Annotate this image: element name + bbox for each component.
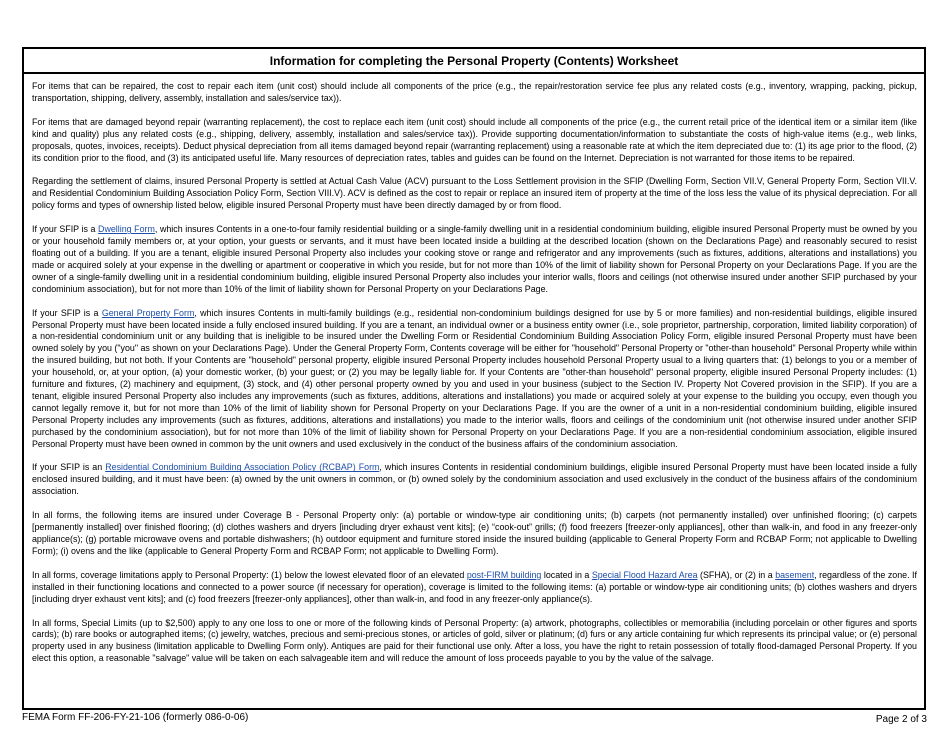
text-segment: located in a (541, 569, 592, 580)
page-number: Page 2 of 3 (875, 714, 927, 725)
paragraph-coverage-b-items: In all forms, the following items are insured under Coverage B - Personal Property only: (a) portable or window-type air conditioning units; (b) carpets (not permanently installed) over unfinished flooring; (c) carpets [permanently installed] over finished flooring; (d) clothes washers and dryers [including dryer exhaust vent kits]; (e) “cook-out” grills; (f) food freezers [freezer-only appliances], other than walk-in, and food in any freezer-only appliance(s); (g) portable microwave ovens and portable dishwashers; (h) outdoor equipment and furniture stored inside the insured building (applicable to General Property Form and RCBAP Form; not applicable to Dwelling Form); (i) ovens and the like (applicable to General Property Form and RCBAP Form; not applicable to Dwelling Form). (32, 510, 917, 556)
paragraph-repair-cost: For items that can be repaired, the cost to repair each item (unit cost) should include all components of the price (e.g., the repair/restoration service fee plus any related costs (e.g., inventory, wrapping, packing, pickup, transportation, shipping, delivery, assembly, installation and sales/service tax)). (32, 81, 917, 103)
text-segment: , which insures Contents in multi-family buildings (e.g., residential non-condominium buildings designed for use by 5 or more families) and non-residential buildings, eligible insured Personal Property must have been located inside a fully enclosed insured building. If you are a tenant, an individual owner or a business entity owner (i.e., sole proprietor, partnership, corporation, limited liability corporation) of a non-residential condominium unit or any building that is ineligible to be insured under the Dwelling Form or Residential Condominium Building Association Policy Form, eligible insured Personal Property must have been owned solely by you ("you" as shown on your Declarations Page). Under the General Property Form, Contents coverage will be either for "household" Personal Property or "other-than household" Personal Property while within the insured building, but not both. If your Contents are "household" personal property, eligible insured Personal Property includes household Personal Property usual to a living quarters that: (1) belongs to you or a member of your household, or, at your option, (a) your domestic worker, (b) your guest; or (2) you may be legally liable for. If your Contents are "other-than household" personal property, eligible insured Personal Property includes: (1) furniture and fixtures, (2) machinery and equipment, (3) stock, and (4) other personal property owned by you and used in your business (subject to the Section IV. Property Not Covered provision in the SFIP). If you are a tenant, eligible insured Personal Property also includes any improvements (such as fixtures, additions, alterations and installations) you made or acquired solely at your expense to the building you occupy, even though you cannot legally remove it, but for not more than 10% of the limit of liability shown for Personal Property on your Declarations Page. If you are the owner of a unit in a non-residential condominium building, eligible insured Personal Property includes any improvements (such as fixtures, additions, alterations and installations) you made to the interior walls, floors and ceilings of the condominium unit (not otherwise insured under another SFIP purchased by the condominium association), but for not more than 10% of the limit of liability shown for Personal Property on your Declarations Page. If you are a non-residential condominium association, eligible insured Personal Property must have been owned in common by the unit owners and used exclusively in the conduct of the business affairs of the condominium association. (32, 307, 917, 449)
paragraph-general-property-form (32, 308, 917, 451)
general-property-form-link[interactable]: General Property Form (101, 307, 195, 318)
paragraph-special-limits: In all forms, Special Limits (up to $2,500) apply to any one loss to one or more of the following kinds of Personal Property: (a) artwork, photographs, collectibles or memorabilia (including porcelain or other figures and sports cards); (b) rare books or autographed items; (c) jewelry, watches, precious and semi-precious stones, or articles of gold, silver or platinum; (d) furs or any article containing fur which represents its principal value; or (e) personal property used in any business (limitation applicable to Dwelling Form only). Antiques are paid for their functional use only. After a loss, you have the right to retain possession of totally flood-damaged Personal Property. If you elect this option, a reasonable "salvage" value will be taken on each salvageable item and will reduce the amount of loss proceeds payable to you by the value of the salvage. (32, 617, 917, 664)
paragraph-settlement: Regarding the settlement of claims, insured Personal Property is settled at Actual Cash Value (ACV) pursuant to the Loss Settlement provision in the SFIP (Dwelling Form, Section VII.V, General Property Form, Section VII.V. and Residential Condominium Building Association Policy Form, Section VIII.V). ACV is defined as the cost to repair or replace an insured item of property at the time of the loss less the value of its physical depreciation. For all policy forms and types of ownership listed below, eligible insured Personal Property must have been directly damaged by or from flood. (32, 176, 917, 211)
info-content (24, 74, 924, 665)
rcbap-form-link[interactable]: Residential Condominium Building Association Policy (RCBAP) Form (105, 462, 380, 473)
paragraph-rcbap-form (32, 462, 917, 498)
text-segment: (SFHA), or (2) in a (697, 569, 776, 580)
form-id: FEMA Form FF-206-FY-21-106 (formerly 086-0-06) (22, 712, 249, 723)
text-segment: In all forms, coverage limitations apply to Personal Property: (1) below the lowest elevated floor of an elevated (32, 569, 467, 580)
text-segment: , which insures Contents in residential condominium buildings, eligible insured Personal Property must have been located inside a fully enclosed insured building, and it must have been: (a) owned by the unit owners in common, or (b) owned solely by the condominium association and used exclusively in the conduct of the business affairs of the condominium association. (32, 462, 917, 497)
text-segment: If your SFIP is a (32, 307, 102, 318)
special-flood-hazard-area-link[interactable]: Special Flood Hazard Area (591, 569, 698, 580)
dwelling-form-link[interactable]: Dwelling Form (98, 224, 155, 235)
text-segment: , regardless of the zone. If installed in their functioning locations and connected to a power source (if necessary for operation), coverage is limited to the following items: (a) portable or window-type air conditioning units; (b) clothes washers and dryers [including dryer exhaust vent kits]; and (c) food freezers [freezer-only appliances], other than walk-in, and food in any freezer-only appliance(s). (32, 569, 917, 604)
text-segment: , which insures Contents in a one-to-four family residential building or a single-family dwelling unit in a residential condominium building, eligible insured Personal Property must be owned by you or your household family members or, at your option, your guests or servants, and it must have been located inside a building at the described location (shown on the Declarations Page) and reasonably secured to resist floating out of a building. If you are a tenant, eligible insured Personal Property also includes your cooking stove or range and refrigerator and any improvements (such as fixtures, additions, alterations and installations) you made or acquired solely at your expense in the dwelling or apartment or cooperative in which you reside, but for not more than 10% of the limit of liability shown for Personal Property on your Declarations Page. If you are the owner of a single-family dwelling unit in a residential condominium building, eligible insured Personal Property also includes your interior walls, floors and ceilings (not otherwise insured under another SFIP purchased by your condominium association), but for not more than 10% of the limit of liability shown for Personal Property on your Declarations Page. (32, 224, 918, 294)
worksheet-info-frame (22, 47, 926, 710)
text-segment: If your SFIP is a (32, 224, 99, 235)
basement-link[interactable]: basement (775, 569, 815, 580)
paragraph-replacement-cost: For items that are damaged beyond repair (warranting replacement), the cost to replace each item (unit cost) should include all components of the price (e.g., the current retail price of the identical item or a similar item (like kind and quality) plus any related costs (e.g., shipping, delivery, assembly, installation and sales/service tax)). Provide supporting documentation/information to substantiate the costs of high-value items (e.g., web links, proposals, quotes, invoices, receipts). Deduct physical depreciation from all items damaged beyond repair (warranting replacement) using a reasonable rate at which the item depreciated due to: (1) its age prior to the flood, (2) its condition prior to the flood, and (3) its anticipated useful life. Many resources of depreciation rates, tables and guides can be found on the Internet. Depreciation is not warranted for those items to be repaired. (32, 116, 917, 163)
post-firm-building-link[interactable]: post-FIRM building (466, 569, 542, 580)
text-segment: If your SFIP is an (32, 462, 106, 473)
paragraph-coverage-limitations (32, 570, 917, 606)
paragraph-dwelling-form (32, 224, 917, 295)
page-title: Information for completing the Personal Property (Contents) Worksheet (24, 49, 924, 74)
